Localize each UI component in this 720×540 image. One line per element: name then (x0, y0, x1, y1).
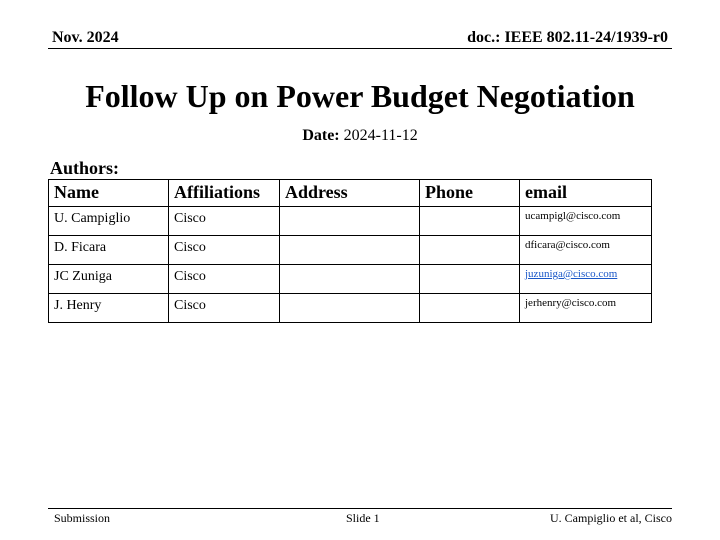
cell-name: J. Henry (49, 294, 169, 323)
col-header-affiliations: Affiliations (169, 180, 280, 207)
cell-affiliation: Cisco (169, 207, 280, 236)
col-header-address: Address (280, 180, 420, 207)
cell-affiliation: Cisco (169, 294, 280, 323)
header-date: Nov. 2024 (52, 29, 119, 46)
table-header-row (49, 180, 652, 207)
cell-phone (420, 207, 520, 236)
cell-phone (420, 265, 520, 294)
cell-name: U. Campiglio (49, 207, 169, 236)
cell-affiliation: Cisco (169, 236, 280, 265)
col-header-email: email (520, 180, 652, 207)
table-row (49, 294, 652, 323)
header-doc-id: doc.: IEEE 802.11-24/1939-r0 (467, 29, 668, 46)
col-header-phone: Phone (420, 180, 520, 207)
footer-authors: U. Campiglio et al, Cisco (550, 511, 672, 525)
authors-table (48, 179, 652, 323)
cell-name: JC Zuniga (49, 265, 169, 294)
cell-email: jerhenry@cisco.com (520, 294, 652, 323)
footer-divider (48, 508, 672, 509)
table-row (49, 236, 652, 265)
cell-address (280, 294, 420, 323)
table-row (49, 265, 652, 294)
footer-slide-number: Slide 1 (346, 511, 380, 525)
cell-address (280, 236, 420, 265)
cell-email: ucampigl@cisco.com (520, 207, 652, 236)
cell-email: dficara@cisco.com (520, 236, 652, 265)
cell-address (280, 207, 420, 236)
cell-phone (420, 236, 520, 265)
header-divider (48, 48, 672, 49)
cell-address (280, 265, 420, 294)
cell-phone (420, 294, 520, 323)
date-label: Date: (302, 127, 340, 144)
footer-submission: Submission (54, 511, 111, 525)
date-line (0, 127, 720, 145)
cell-name: D. Ficara (49, 236, 169, 265)
cell-email (520, 265, 652, 294)
cell-affiliation: Cisco (169, 265, 280, 294)
table-row (49, 207, 652, 236)
slide-title: Follow Up on Power Budget Negotiation (85, 78, 635, 114)
email-link[interactable]: juzuniga@cisco.com (525, 268, 618, 280)
date-value: 2024-11-12 (343, 127, 418, 144)
authors-label: Authors: (50, 158, 120, 178)
col-header-name: Name (49, 180, 169, 207)
